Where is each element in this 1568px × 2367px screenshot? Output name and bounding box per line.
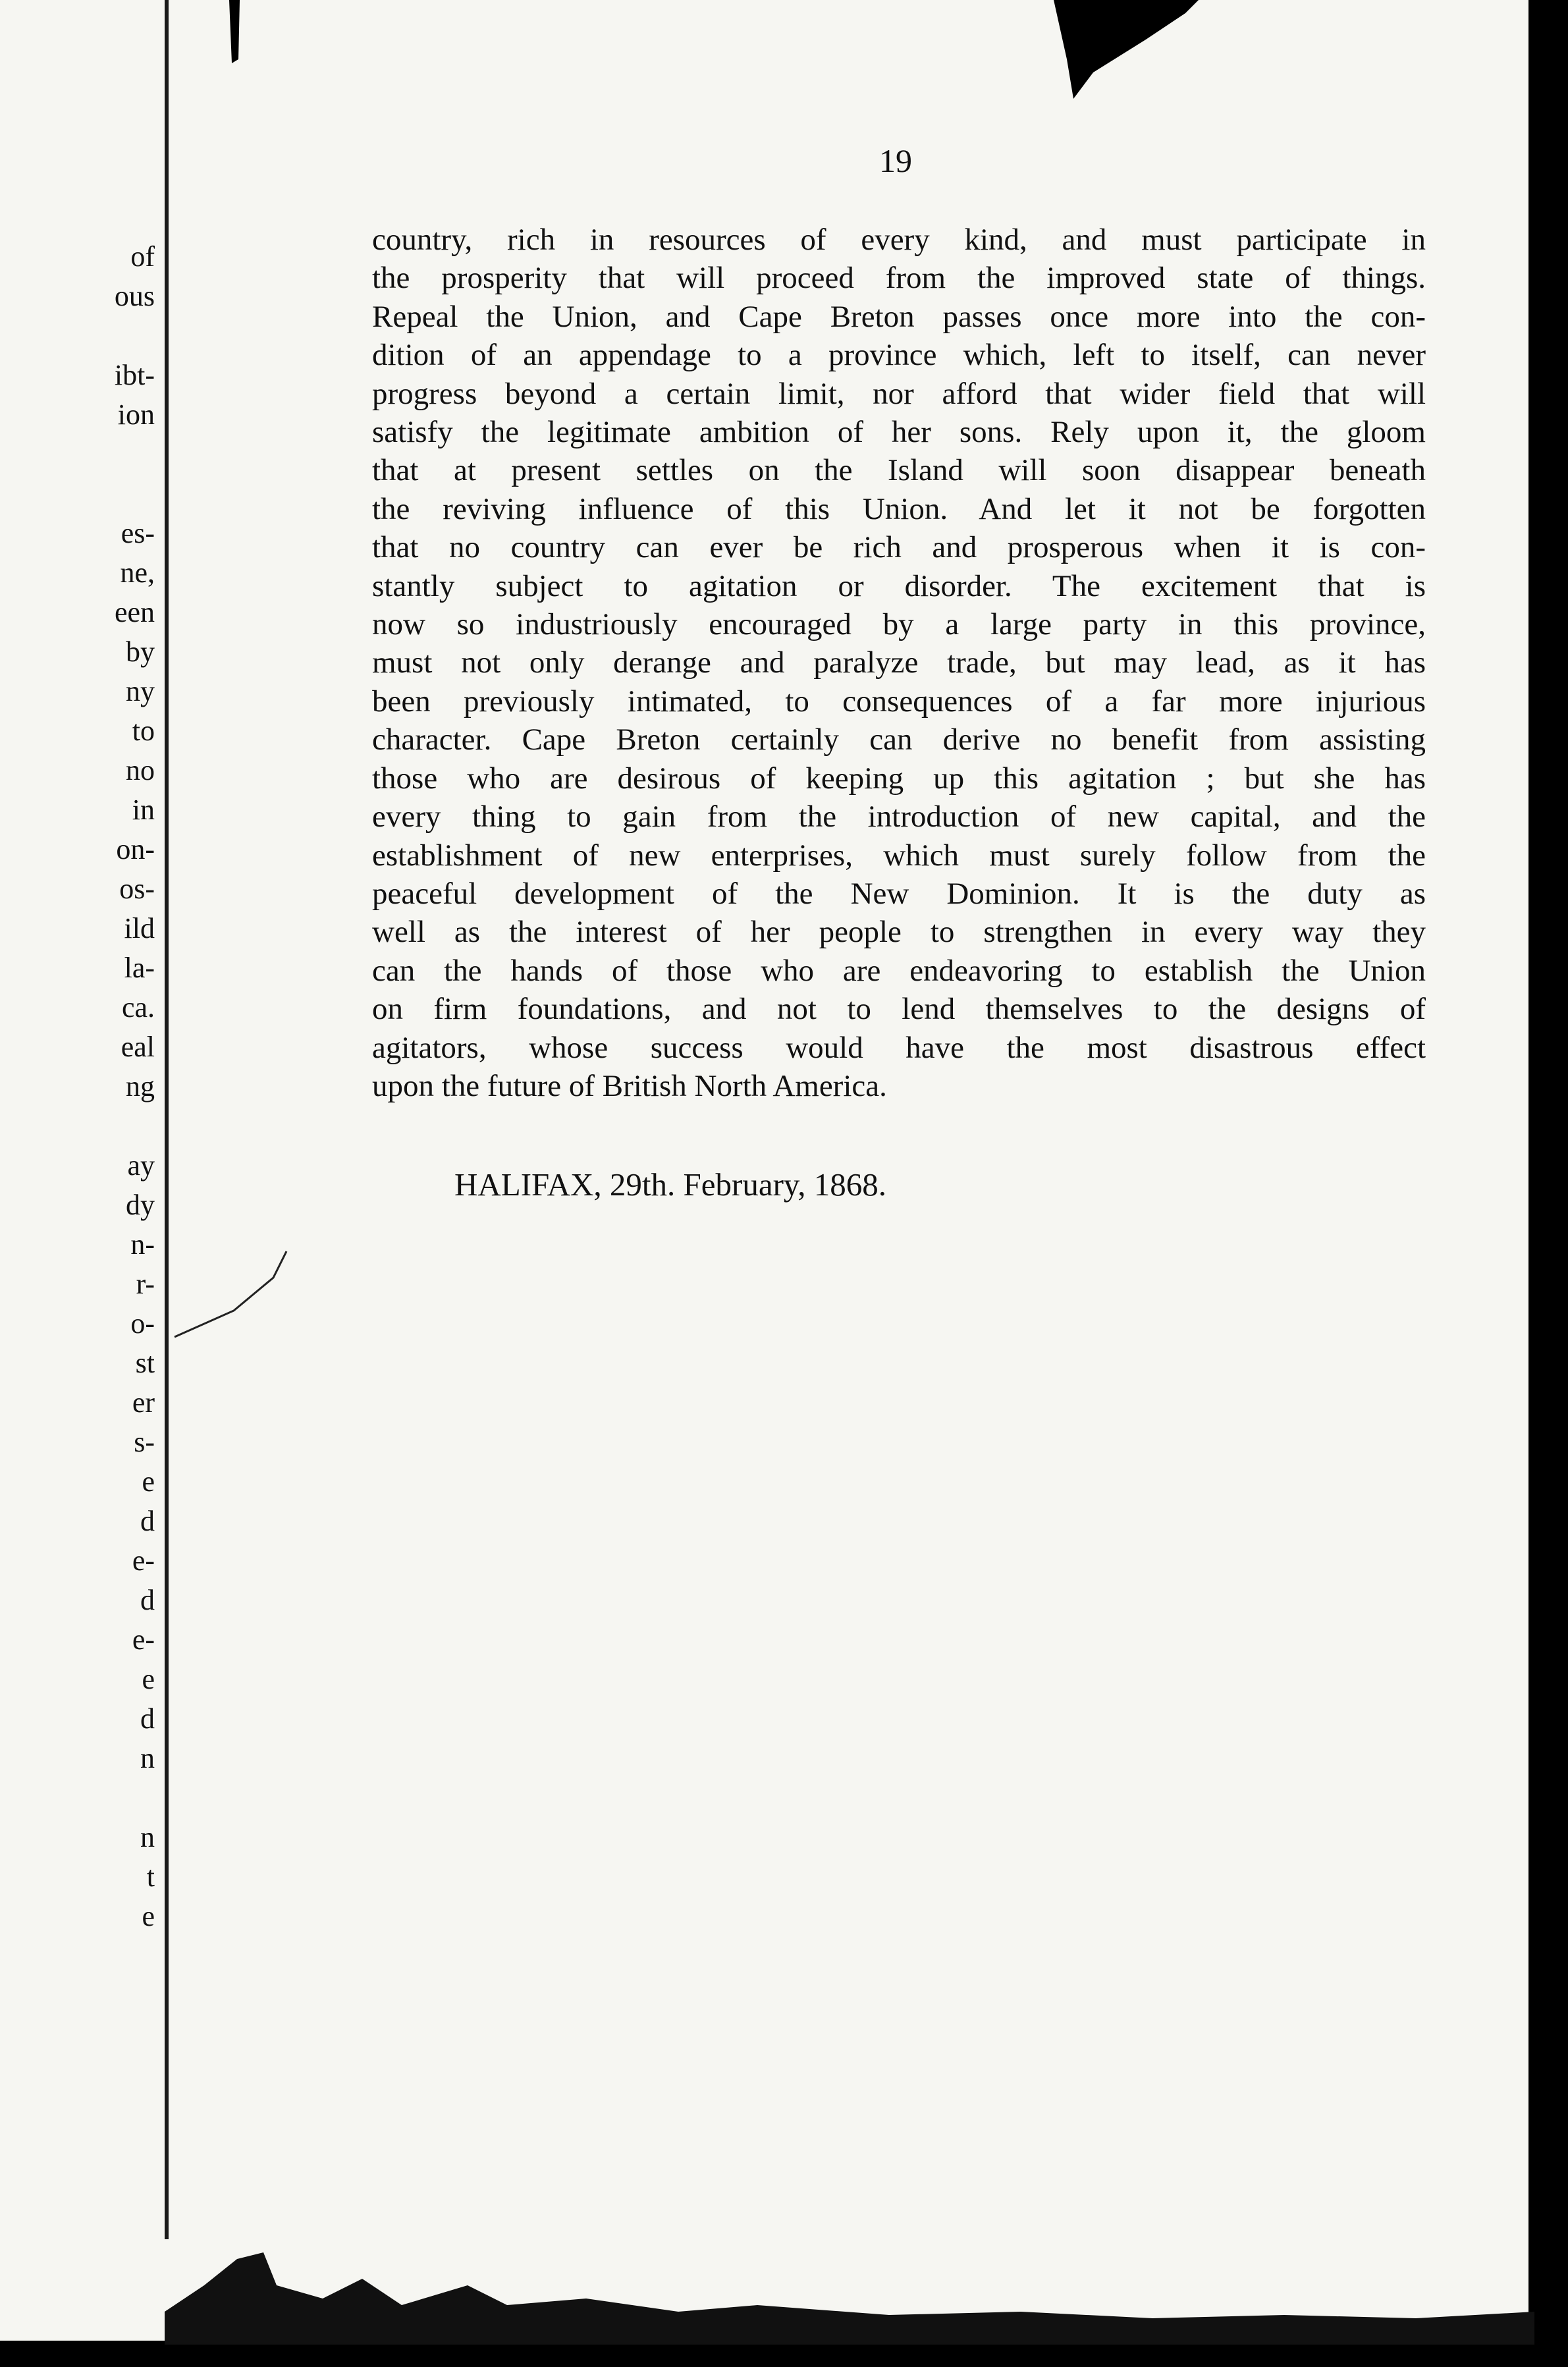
body-line: been previously intimated, to consequences of a far more injurious [372,684,1426,719]
facing-page-fragment: d [140,1702,155,1735]
facing-page-fragment: la- [124,952,155,984]
facing-page-fragment: os- [119,873,155,905]
facing-page-fragment: ca. [121,991,155,1023]
body-line: those who are desirous of keeping up this agitation ; but she has [372,761,1426,796]
facing-page-fragment: by [126,636,155,668]
body-line: the prosperity that will proceed from the improved state of things. [372,261,1426,296]
page-gutter-line [165,0,169,2239]
facing-page-fragment: in [132,794,155,826]
body-line: every thing to gain from the introduction of new capital, and the [372,800,1426,834]
facing-page-fragment: r- [136,1268,155,1300]
facing-page-fragment: e- [132,1544,155,1577]
body-line: upon the future of British North America. [372,1068,887,1103]
facing-page-fragment: to [132,715,155,747]
facing-page-fragment: eal [121,1031,155,1063]
scan-border-right [1528,0,1568,2367]
torn-bottom-edge [165,2206,1534,2345]
facing-page-fragment [0,1106,161,1146]
facing-page-fragment: ng [126,1070,155,1102]
body-line: agitators, whose success would have the most disastrous effect [372,1030,1426,1065]
body-line: establishment of new enterprises, which must surely follow from the [372,838,1426,873]
body-line: country, rich in resources of every kind, and must participate in [372,223,1426,257]
facing-page-fragment [0,435,161,474]
body-line: now so industriously encouraged by a large party in this province, [372,607,1426,642]
facing-page-fragment: e- [132,1623,155,1656]
facing-page-fragment: of [130,240,155,273]
facing-page-fragment: ous [114,280,155,312]
body-paragraph [372,221,1426,1105]
body-line: Repeal the Union, and Cape Breton passes once more into the con- [372,299,1426,334]
body-line: that at present settles on the Island will soon disappear beneath [372,453,1426,488]
facing-page-fragments [0,237,161,1936]
facing-page-fragment: n [140,1821,155,1853]
body-line: satisfy the legitimate ambition of her sons. Rely upon it, the gloom [372,415,1426,450]
facing-page-fragment: s- [134,1426,155,1458]
facing-page-fragment: no [126,754,155,786]
facing-page-fragment: t [146,1861,155,1893]
body-line: can the hands of those who are endeavoring to establish the Union [372,953,1426,988]
facing-page-fragment: es- [121,517,155,549]
facing-page-fragment: e [142,1465,155,1498]
facing-page-fragment: o- [130,1307,155,1340]
facing-page-fragment [0,474,161,514]
torn-corner-top-right [1054,0,1199,105]
body-line: well as the interest of her people to strengthen in every way they [372,915,1426,950]
facing-page-fragment: e [142,1663,155,1695]
scan-border-bottom [0,2341,1568,2367]
torn-mark-top-left [224,0,250,66]
facing-page-fragment: ne, [120,557,155,589]
body-line: the reviving influence of this Union. And let it not be forgotten [372,491,1426,526]
facing-page-fragment: n- [130,1228,155,1261]
facing-page-fragment: ay [127,1149,155,1182]
signoff-place-date: HALIFAX, 29th. February, 1868. [454,1166,886,1203]
facing-page-fragment: d [140,1505,155,1537]
facing-page-fragment: on- [116,833,155,865]
facing-page-fragment: n [140,1742,155,1774]
page-number: 19 [879,142,912,179]
body-line: progress beyond a certain limit, nor afford that wider field that will [372,376,1426,411]
facing-page-fragment [0,1778,161,1818]
facing-page-fragment: ild [124,912,155,944]
body-line: peaceful development of the New Dominion. It is the duty as [372,876,1426,911]
body-line: that no country can ever be rich and prosperous when it is con- [372,530,1426,565]
facing-page-fragment: ibt- [114,359,155,391]
facing-page-fragment: e [142,1900,155,1932]
facing-page-fragment: er [132,1386,155,1419]
body-line: dition of an appendage to a province which, left to itself, can never [372,338,1426,373]
facing-page-fragment: st [135,1347,155,1379]
facing-page-fragment: d [140,1584,155,1616]
body-line: character. Cape Breton certainly can derive no benefit from assisting [372,722,1426,757]
facing-page-fragment: dy [126,1189,155,1221]
facing-page-fragment: ion [117,398,155,431]
body-line: stantly subject to agitation or disorder. The excitement that is [372,568,1426,603]
facing-page-fragment: een [114,596,155,628]
facing-page-fragment: ny [126,675,155,707]
body-line: on firm foundations, and not to lend themselves to the designs of [372,992,1426,1027]
crease-mark [168,1238,300,1344]
facing-page-fragment [0,316,161,356]
body-line: must not only derange and paralyze trade, but may lead, as it has [372,645,1426,680]
